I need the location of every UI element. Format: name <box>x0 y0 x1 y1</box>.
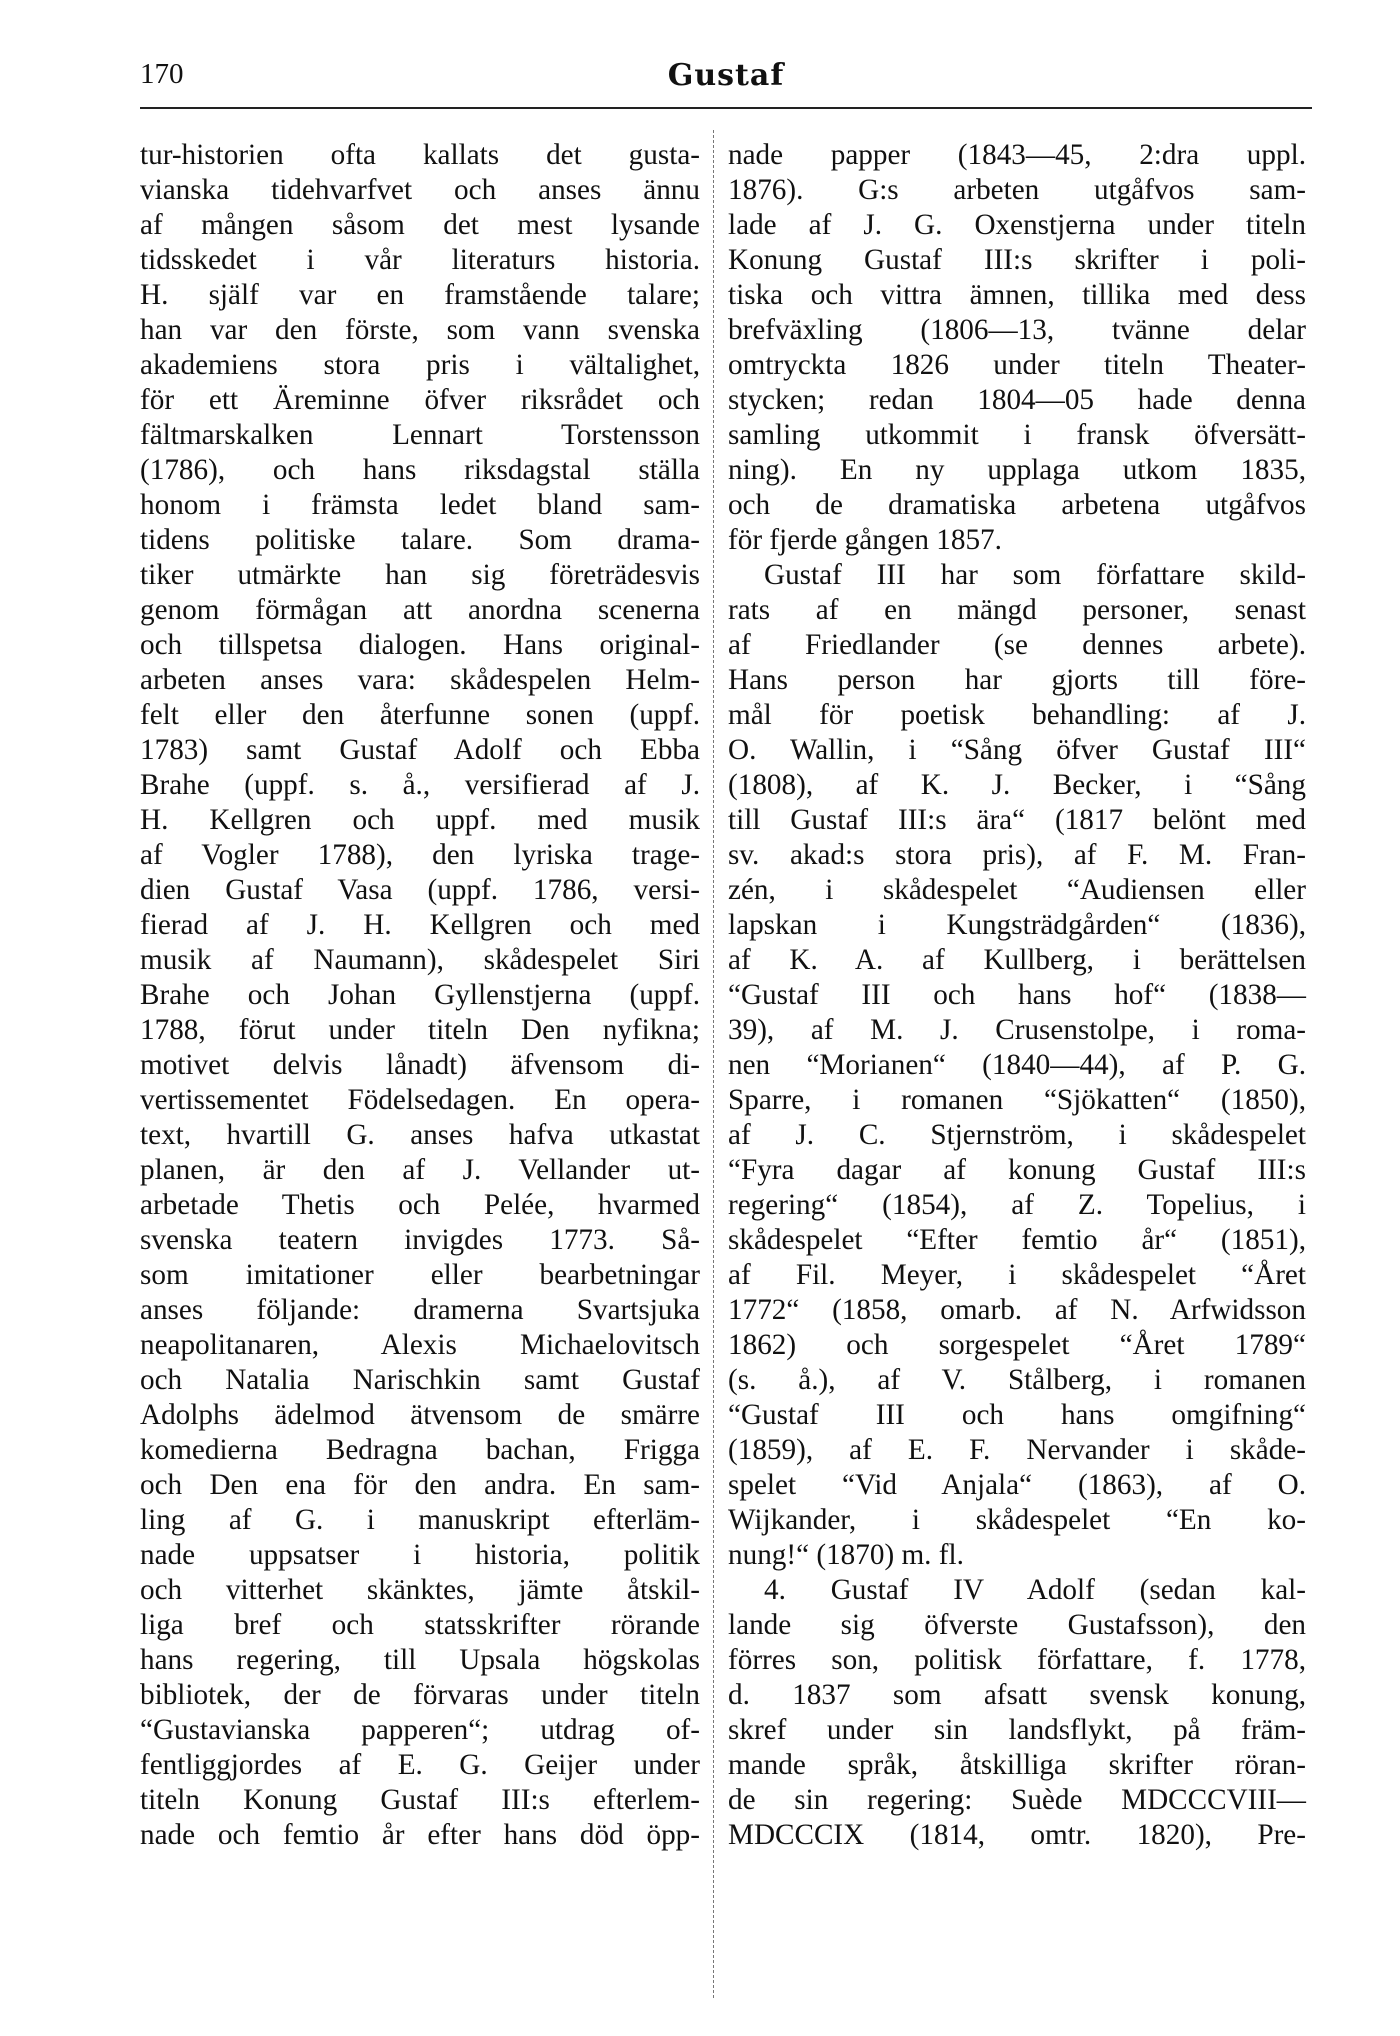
text-line: tiker utmärkte han sig företrädesvis <box>140 559 700 591</box>
text-line: nung!“ (1870) m. fl. <box>728 1539 964 1571</box>
text-line: af Friedlander (se dennes arbete). <box>728 629 1306 661</box>
text-line: liga bref och statsskrifter rörande <box>140 1609 700 1641</box>
text-line: 1788, förut under titeln Den nyfikna; <box>140 1014 700 1046</box>
text-line: bibliotek, der de förvaras under titeln <box>140 1679 700 1711</box>
text-line: af Fil. Meyer, i skådespelet “Året <box>728 1259 1306 1291</box>
text-line: sv. akad:s stora pris), af F. M. Fran- <box>728 839 1306 871</box>
text-line: (s. å.), af V. Stålberg, i romanen <box>728 1364 1306 1396</box>
text-line: arbetade Thetis och Pelée, hvarmed <box>140 1189 700 1221</box>
text-line: till Gustaf III:s ära“ (1817 belönt med <box>728 804 1306 836</box>
text-line: tidsskedet i vår literaturs historia. <box>140 244 700 276</box>
text-line: ning). En ny upplaga utkom 1835, <box>728 454 1306 486</box>
page-number: 170 <box>140 58 184 90</box>
text-line: Brahe och Johan Gyllenstjerna (uppf. <box>140 979 700 1011</box>
text-line: motivet delvis lånadt) äfvensom di- <box>140 1049 700 1081</box>
text-line: lade af J. G. Oxenstjerna under titeln <box>728 209 1306 241</box>
text-line: och Den ena för den andra. En sam- <box>140 1469 700 1501</box>
text-line: stycken; redan 1804—05 hade denna <box>728 384 1306 416</box>
text-line: arbeten anses vara: skådespelen Helm- <box>140 664 700 696</box>
text-line: samling utkommit i fransk öfversätt- <box>728 419 1306 451</box>
column-divider <box>713 130 714 1998</box>
text-line: (1808), af K. J. Becker, i “Sång <box>728 769 1306 801</box>
text-line: hans regering, till Upsala högskolas <box>140 1644 700 1676</box>
text-line: svenska teatern invigdes 1773. Så- <box>140 1224 700 1256</box>
text-line: akademiens stora pris i vältalighet, <box>140 349 700 381</box>
text-line: (1859), af E. F. Nervander i skåde- <box>728 1434 1306 1466</box>
text-line: och de dramatiska arbetena utgåfvos <box>728 489 1306 521</box>
text-line: fältmarskalken Lennart Torstensson <box>140 419 700 451</box>
text-line: fierad af J. H. Kellgren och med <box>140 909 700 941</box>
text-line: och Natalia Narischkin samt Gustaf <box>140 1364 700 1396</box>
text-line: Gustaf III har som författare skild- <box>764 559 1306 591</box>
text-line: nade uppsatser i historia, politik <box>140 1539 700 1571</box>
text-line: “Gustavianska papperen“; utdrag of- <box>140 1714 700 1746</box>
text-line: “Gustaf III och hans omgifning“ <box>728 1399 1306 1431</box>
text-line: regering“ (1854), af Z. Topelius, i <box>728 1189 1306 1221</box>
text-line: honom i främsta ledet bland sam- <box>140 489 700 521</box>
text-line: han var den förste, som vann svenska <box>140 314 700 346</box>
text-line: neapolitanaren, Alexis Michaelovitsch <box>140 1329 700 1361</box>
text-line: O. Wallin, i “Sång öfver Gustaf III“ <box>728 734 1306 766</box>
text-line: dien Gustaf Vasa (uppf. 1786, versi- <box>140 874 700 906</box>
text-line: fentliggjordes af E. G. Geijer under <box>140 1749 700 1781</box>
text-line: mande språk, åtskilliga skrifter röran- <box>728 1749 1306 1781</box>
text-line: 1772“ (1858, omarb. af N. Arfwidsson <box>728 1294 1306 1326</box>
text-line: som imitationer eller bearbetningar <box>140 1259 700 1291</box>
text-line: och tillspetsa dialogen. Hans original- <box>140 629 700 661</box>
text-line: Adolphs ädelmod ätvensom de smärre <box>140 1399 700 1431</box>
text-line: för ett Äreminne öfver riksrådet och <box>140 384 700 416</box>
running-head-title: Gustaf <box>667 58 785 93</box>
text-line: skref under sin landsflykt, på främ- <box>728 1714 1306 1746</box>
text-line: planen, är den af J. Vellander ut- <box>140 1154 700 1186</box>
left-column <box>140 138 700 1853</box>
text-line: nade och femtio år efter hans död öpp- <box>140 1819 700 1851</box>
text-line: (1786), och hans riksdagstal ställa <box>140 454 700 486</box>
text-line: d. 1837 som afsatt svensk konung, <box>728 1679 1306 1711</box>
text-line: af Vogler 1788), den lyriska trage- <box>140 839 700 871</box>
text-line: skådespelet “Efter femtio år“ (1851), <box>728 1224 1306 1256</box>
text-line: af mången såsom det mest lysande <box>140 209 700 241</box>
text-line: MDCCCIX (1814, omtr. 1820), Pre- <box>728 1819 1306 1851</box>
text-line: nade papper (1843—45, 2:dra uppl. <box>728 139 1306 171</box>
text-line: vianska tidehvarfvet och anses ännu <box>140 174 700 206</box>
text-line: tidens politiske talare. Som drama- <box>140 524 700 556</box>
header-rule <box>140 107 1312 109</box>
text-line: genom förmågan att anordna scenerna <box>140 594 700 626</box>
text-line: komedierna Bedragna bachan, Frigga <box>140 1434 700 1466</box>
text-line: tiska och vittra ämnen, tillika med dess <box>728 279 1306 311</box>
text-line: Konung Gustaf III:s skrifter i poli- <box>728 244 1306 276</box>
text-line: af K. A. af Kullberg, i berättelsen <box>728 944 1306 976</box>
right-column <box>728 138 1306 1853</box>
text-line: omtryckta 1826 under titeln Theater- <box>728 349 1306 381</box>
text-line: lande sig öfverste Gustafsson), den <box>728 1609 1306 1641</box>
text-line: nen “Morianen“ (1840—44), af P. G. <box>728 1049 1306 1081</box>
text-line: för fjerde gången 1857. <box>728 524 1002 556</box>
text-line: mål för poetisk behandling: af J. <box>728 699 1306 731</box>
text-line: vertissementet Födelsedagen. En opera- <box>140 1084 700 1116</box>
text-line: H. själf var en framstående talare; <box>140 279 700 311</box>
text-line: “Fyra dagar af konung Gustaf III:s <box>728 1154 1306 1186</box>
text-line: felt eller den återfunne sonen (uppf. <box>140 699 700 731</box>
text-line: och vitterhet skänktes, jämte åtskil- <box>140 1574 700 1606</box>
text-line: 1862) och sorgespelet “Året 1789“ <box>728 1329 1306 1361</box>
text-line: lapskan i Kungsträdgården“ (1836), <box>728 909 1306 941</box>
page-header <box>140 58 1312 104</box>
text-line: ling af G. i manuskript efterläm- <box>140 1504 700 1536</box>
text-line: brefväxling (1806—13, tvänne delar <box>728 314 1306 346</box>
text-line: Sparre, i romanen “Sjökatten“ (1850), <box>728 1084 1306 1116</box>
text-line: musik af Naumann), skådespelet Siri <box>140 944 700 976</box>
text-line: förres son, politisk författare, f. 1778, <box>728 1644 1306 1676</box>
text-line: rats af en mängd personer, senast <box>728 594 1306 626</box>
text-line: titeln Konung Gustaf III:s efterlem- <box>140 1784 700 1816</box>
text-line: Hans person har gjorts till före- <box>728 664 1306 696</box>
text-line: Brahe (uppf. s. å., versifierad af J. <box>140 769 700 801</box>
text-line: spelet “Vid Anjala“ (1863), af O. <box>728 1469 1306 1501</box>
text-line: anses följande: dramerna Svartsjuka <box>140 1294 700 1326</box>
text-line: 4. Gustaf IV Adolf (sedan kal- <box>764 1574 1306 1606</box>
text-line: Wijkander, i skådespelet “En ko- <box>728 1504 1306 1536</box>
text-line: 1876). G:s arbeten utgåfvos sam- <box>728 174 1306 206</box>
text-line: 1783) samt Gustaf Adolf och Ebba <box>140 734 700 766</box>
text-line: text, hvartill G. anses hafva utkastat <box>140 1119 700 1151</box>
text-line: af J. C. Stjernström, i skådespelet <box>728 1119 1306 1151</box>
text-line: de sin regering: Suède MDCCCVIII— <box>728 1784 1306 1816</box>
text-line: tur-historien ofta kallats det gusta- <box>140 139 700 171</box>
text-line: zén, i skådespelet “Audiensen eller <box>728 874 1306 906</box>
text-line: “Gustaf III och hans hof“ (1838— <box>728 979 1306 1011</box>
text-line: 39), af M. J. Crusenstolpe, i roma- <box>728 1014 1306 1046</box>
text-line: H. Kellgren och uppf. med musik <box>140 804 700 836</box>
